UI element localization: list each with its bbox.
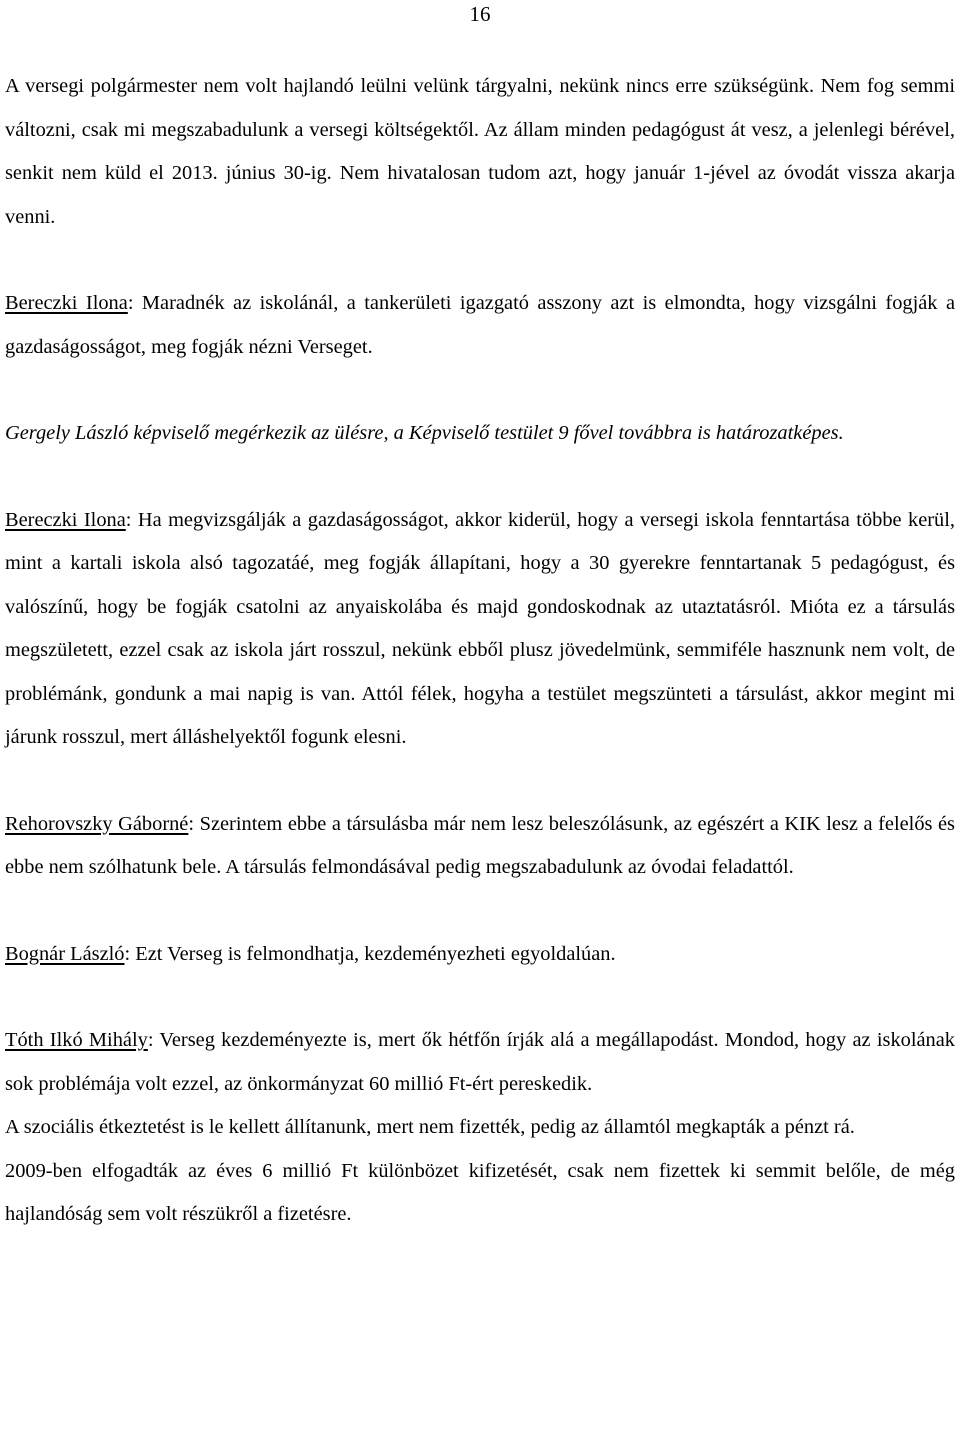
paragraph-1: A versegi polgármester nem volt hajlandó leülni velünk tárgyalni, nekünk nincs erre szükségünk. Nem fog semmi változni, csak mi megszabadulunk a versegi költségektől. Az állam minden pedagógust át vesz, a jelenlegi bérével, senkit nem küld el 2013. június 30-ig. Nem hivatalosan tudom azt, hogy január 1-jével az óvodát vissza akarja venni. — [5, 75, 955, 228]
paragraph-4 — [5, 499, 955, 760]
spacer — [5, 239, 955, 282]
spacer — [5, 976, 955, 1019]
spacer — [5, 760, 955, 803]
speech-text: : Szerintem ebbe a társulásba már nem lesz beleszólásunk, az egészért a KIK lesz a felelős és ebbe nem szólhatunk bele. A társulás felmondásával pedig megszabadulunk az óvodai feladattól. — [5, 812, 955, 878]
speaker-name: Bereczki Ilona — [5, 292, 128, 314]
speech-text: : Verseg kezdeményezte is, mert ők hétfőn írják alá a megállapodást. Mondod, hogy az iskolának sok problémája volt ezzel, az önkormányzat 60 millió Ft-ért pereskedik. — [5, 1029, 955, 1095]
speech-text: : Ha megvizsgálják a gazdaságosságot, akkor kiderül, hogy a versegi iskola fenntartása többe kerül, mint a kartali iskola alsó tagozatáé, meg fogják állapítani, hogy a 30 gyerekre fenntartanak 5 pedagógust, és valószínű, hogy be fogják csatolni az anyaiskolába és majd gondoskodnak az utaztatásról. Mióta ez a társulás megszületett, ezzel csak az iskola járt rosszul, nekünk ebből plusz jövedelmünk, semmiféle hasznunk nem volt, de problémánk, gondunk a mai napig is van. Attól félek, hogyha a testület megszünteti a társulást, akkor megint mi járunk rosszul, mert álláshelyektől fogunk elesni. — [5, 508, 955, 748]
speaker-name: Rehorovszky Gáborné — [5, 812, 189, 835]
speaker-name: Bereczki Ilona — [5, 508, 126, 531]
document-body — [5, 65, 955, 1237]
spacer — [5, 456, 955, 499]
spacer — [5, 369, 955, 412]
paragraph-2 — [5, 282, 955, 369]
paragraph-9: 2009-ben elfogadták az éves 6 millió Ft különbözet kifizetését, csak nem fizettek ki semmit belőle, de még hajlandóság sem volt részükről a fizetésre. — [5, 1159, 955, 1225]
paragraph-8: A szociális étkeztetést is le kellett állítanunk, mert nem fizették, pedig az államtól megkapták a pénzt rá. — [5, 1116, 855, 1138]
spacer — [5, 890, 955, 933]
speaker-name: Bognár László — [5, 942, 125, 965]
speech-text: : Ezt Verseg is felmondhatja, kezdeményezheti egyoldalúan. — [124, 942, 616, 965]
speech-text: : Maradnék az iskolánál, a tankerületi igazgató asszony azt is elmondta, hogy vizsgálni fogják a gazdaságosságot, meg fogják nézni Verseget. — [5, 292, 955, 358]
paragraph-6 — [5, 933, 955, 977]
page-number: 16 — [469, 2, 491, 26]
paragraph-5 — [5, 803, 955, 890]
paragraph-3-note: Gergely László képviselő megérkezik az ülésre, a Képviselő testület 9 fővel továbbra is határozatképes. — [5, 422, 844, 444]
speaker-name: Tóth Ilkó Mihály — [5, 1029, 148, 1051]
paragraph-7 — [5, 1019, 955, 1106]
